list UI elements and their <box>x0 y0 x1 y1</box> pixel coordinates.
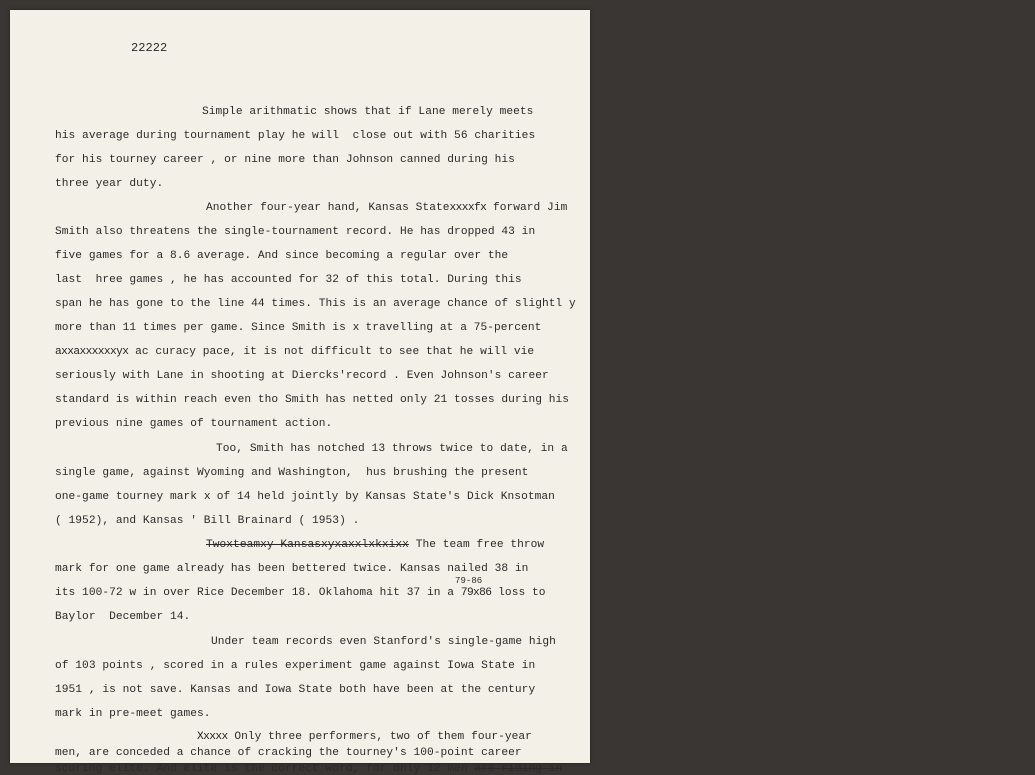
text-segment: one-game tourney mark <box>55 491 198 503</box>
text-line <box>206 539 786 551</box>
text-segment: forward Jim <box>492 202 568 214</box>
text-line: mark for one game already has been bettered twice. Kansas nailed 38 in <box>55 563 529 575</box>
text-line: seriously with Lane in shooting at Diercks'record . Even Johnson's career <box>55 370 549 382</box>
text-line: Under team records even Stanford's single-game high <box>211 636 556 648</box>
overtyped-text: 79x86 <box>460 587 492 599</box>
text-segment: its 100-72 w in over Rice December 18. Oklahoma hit 37 in a <box>55 587 455 599</box>
struck-text: are riding in <box>474 763 563 775</box>
text-segment: more than 11 times per game. Since Smith is <box>55 322 346 334</box>
text-line <box>197 731 777 743</box>
overtyped-text: x <box>203 491 210 503</box>
text-line <box>206 202 786 214</box>
overtyped-text: axxaxxxxxxyx <box>55 346 129 358</box>
handwritten-correction: 79-86 <box>455 576 483 586</box>
text-line: 1951 , is not save. Kansas and Iowa State both have been at the century <box>55 684 536 696</box>
text-line: span he has gone to the line 44 times. This is an average chance of slightl y <box>55 298 576 310</box>
text-segment: Another four-year hand, Kansas State <box>206 202 450 214</box>
text-line: single game, against Wyoming and Washington, hus brushing the present <box>55 467 529 479</box>
overtyped-text: xxxxfx <box>449 202 487 214</box>
overtyped-text: x <box>352 322 359 334</box>
text-line: Smith also threatens the single-tournament record. He has dropped 43 in <box>55 226 536 238</box>
text-line: for his tourney career , or nine more than Johnson canned during his <box>55 154 515 166</box>
text-line: ( 1952), and Kansas ' Bill Brainard ( 1953) . <box>55 515 360 527</box>
text-line <box>55 322 635 334</box>
text-segment: Only three performers, two of them four-year <box>234 731 532 743</box>
text-line: mark in pre-meet games. <box>55 708 211 720</box>
text-segment: loss to <box>498 587 546 599</box>
text-line: last hree games , he has accounted for 32 of this total. During this <box>55 274 522 286</box>
text-line: Baylor December 14. <box>55 611 191 623</box>
text-segment: travelling at a 75-percent <box>365 322 542 334</box>
text-line <box>55 491 635 503</box>
text-line: men, are conceded a chance of cracking the tourney's 100-point career <box>55 747 522 759</box>
text-line <box>55 346 635 358</box>
text-line: three year duty. <box>55 178 164 190</box>
page-number: 22222 <box>131 41 168 55</box>
text-segment: The team free throw <box>415 539 545 551</box>
text-line <box>55 587 635 599</box>
text-line: previous nine games of tournament action. <box>55 418 333 430</box>
text-segment: ac curacy pace, it is not difficult to see that he will vie <box>135 346 535 358</box>
text-segment: scoring elite. And elite is the correct word, for only 12 men <box>55 763 468 775</box>
text-line: five games for a 8.6 average. And since becoming a regular over the <box>55 250 509 262</box>
overtyped-text: Xxxxx <box>197 731 228 743</box>
text-line: his average during tournament play he will close out with 56 charities <box>55 130 536 142</box>
text-line: Simple arithmatic shows that if Lane merely meets <box>202 106 534 118</box>
text-line <box>55 763 635 775</box>
typewritten-page <box>10 10 590 775</box>
text-line: of 103 points , scored in a rules experiment game against Iowa State in <box>55 660 536 672</box>
text-line: standard is within reach even tho Smith has netted only 21 tosses during his <box>55 394 570 406</box>
text-line: Too, Smith has notched 13 throws twice to date, in a <box>216 443 568 455</box>
text-segment: of 14 held jointly by Kansas State's Dick Knsotman <box>216 491 555 503</box>
struck-text: Twoxteamxy Kansasxyxaxxlxkxixx <box>206 539 409 551</box>
